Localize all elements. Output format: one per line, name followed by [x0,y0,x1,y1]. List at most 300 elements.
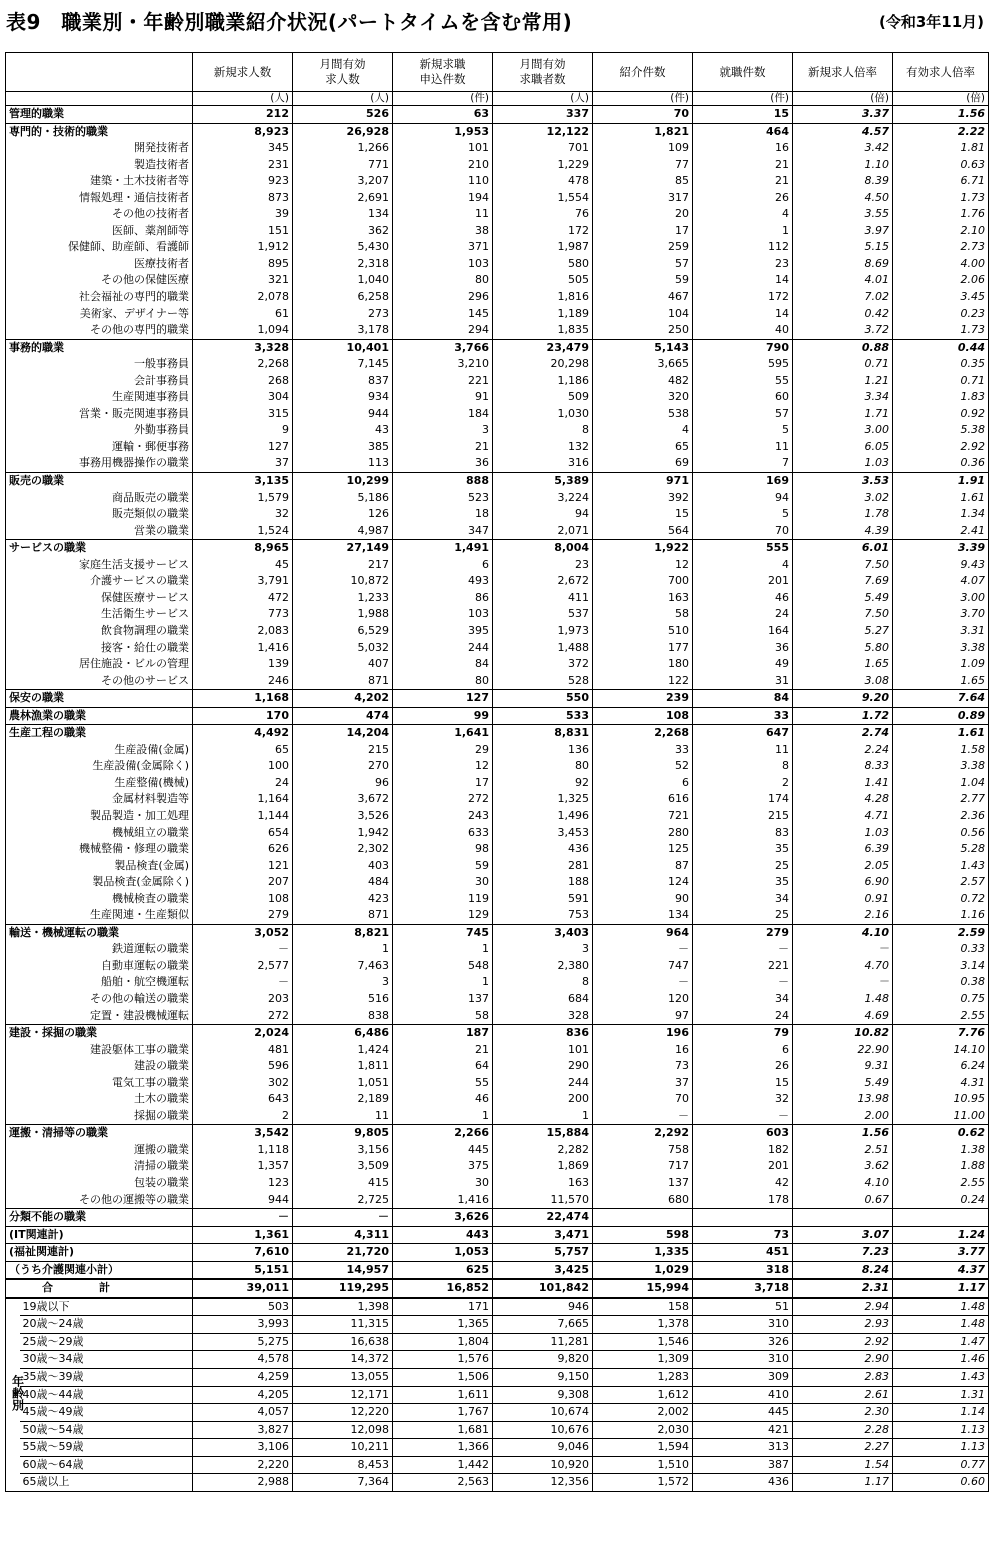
value-cell: 1.03 [793,455,893,472]
value-cell: 6.39 [793,841,893,858]
value-cell: 2.24 [793,742,893,759]
value-cell: 4.50 [793,190,893,207]
value-cell: － [193,941,293,958]
value-cell: 1.72 [793,707,893,725]
value-cell: 15 [593,506,693,523]
value-cell: 0.42 [793,306,893,323]
value-cell: 1.61 [893,725,989,742]
value-cell: 184 [393,406,493,423]
value-cell: 1,510 [593,1456,693,1474]
value-cell: 313 [693,1439,793,1457]
subcategory-label: 金属材料製造等 [20,791,193,808]
subcategory-label: 接客・給仕の職業 [20,640,193,657]
value-cell: 2,071 [493,523,593,540]
value-cell: 58 [593,606,693,623]
value-cell: 7 [693,455,793,472]
subcategory-row [6,406,989,423]
value-cell: 3.70 [893,606,989,623]
value-cell: 8 [493,974,593,991]
row-indent [6,506,20,523]
value-cell: 3,156 [293,1142,393,1159]
value-cell: 1 [693,223,793,240]
value-cell: 2,302 [293,841,393,858]
value-cell: 4.69 [793,1008,893,1025]
row-indent [6,1175,20,1192]
row-indent [6,573,20,590]
value-cell: 1.03 [793,825,893,842]
row-indent [6,1058,20,1075]
value-cell: 10,401 [293,339,393,356]
value-cell: 20,298 [493,356,593,373]
category-label: 専門的・技術的職業 [6,123,193,140]
subcategory-row [6,506,989,523]
value-cell: 27,149 [293,540,393,557]
value-cell: 55 [693,373,793,390]
value-cell: 3.08 [793,673,893,690]
value-cell: 1.88 [893,1158,989,1175]
value-cell: 1,804 [393,1333,493,1351]
value-cell: 701 [493,140,593,157]
value-cell: 32 [193,506,293,523]
summary-label: (福祉関連計) [6,1244,193,1262]
value-cell: 2.51 [793,1142,893,1159]
value-cell: 11,315 [293,1316,393,1334]
value-cell: 3,827 [193,1421,293,1439]
value-cell: 2.74 [793,725,893,742]
value-cell: 21,720 [293,1244,393,1262]
value-cell: 279 [693,924,793,941]
value-cell: 200 [493,1091,593,1108]
value-cell: 38 [393,223,493,240]
subcategory-row [6,140,989,157]
value-cell: 7.64 [893,690,989,708]
value-cell: 2.57 [893,874,989,891]
subcategory-row [6,190,989,207]
value-cell: 239 [593,690,693,708]
subcategory-row [6,573,989,590]
value-cell: 392 [593,490,693,507]
value-cell: 3.77 [893,1244,989,1262]
value-cell: 246 [193,673,293,690]
value-cell: 196 [593,1025,693,1042]
value-cell: 127 [393,690,493,708]
value-cell: － [793,941,893,958]
value-cell: 1,398 [293,1298,393,1316]
subcategory-label: 鉄道運転の職業 [20,941,193,958]
value-cell: 3.02 [793,490,893,507]
category-label: 保安の職業 [6,690,193,708]
value-cell: 177 [593,640,693,657]
value-cell: 201 [693,573,793,590]
value-cell: 12,356 [493,1474,593,1492]
value-cell: 510 [593,623,693,640]
value-cell: 1,361 [193,1226,293,1244]
value-cell: 4.07 [893,573,989,590]
value-cell: 65 [193,742,293,759]
value-cell: 217 [293,557,393,574]
category-row [6,690,989,708]
value-cell: 92 [493,775,593,792]
value-cell: 1,442 [393,1456,493,1474]
row-indent [6,406,20,423]
value-cell: 591 [493,891,593,908]
subcategory-label: 家庭生活支援サービス [20,557,193,574]
row-indent [6,289,20,306]
value-cell: 372 [493,656,593,673]
value-cell: 1,912 [193,239,293,256]
subcategory-label: 運輸・郵便事務 [20,439,193,456]
value-cell: 4,987 [293,523,393,540]
value-cell: － [193,1209,293,1227]
value-cell: 493 [393,573,493,590]
row-indent [6,775,20,792]
value-cell: 125 [593,841,693,858]
value-cell: 169 [693,473,793,490]
value-cell: 481 [193,1042,293,1059]
value-cell: 1.48 [793,991,893,1008]
value-cell: 1,496 [493,808,593,825]
value-cell: 700 [593,573,693,590]
value-cell: 753 [493,907,593,924]
value-cell: 1,053 [393,1244,493,1262]
value-cell: 0.75 [893,991,989,1008]
value-cell: 15 [693,106,793,124]
value-cell: 3,526 [293,808,393,825]
value-cell: 5,143 [593,339,693,356]
value-cell: 1,767 [393,1404,493,1422]
subcategory-row [6,1142,989,1159]
value-cell: 0.63 [893,157,989,174]
subcategory-row [6,841,989,858]
value-cell: 1,144 [193,808,293,825]
subcategory-row [6,758,989,775]
value-cell: 8.24 [793,1261,893,1279]
value-cell: 4,202 [293,690,393,708]
age-label: 35歳～39歳 [20,1369,193,1387]
value-cell: 1,988 [293,606,393,623]
row-indent [6,223,20,240]
value-cell: 281 [493,858,593,875]
subcategory-row [6,1108,989,1125]
row-indent [6,256,20,273]
value-cell: 4,259 [193,1369,293,1387]
value-cell: 86 [393,590,493,607]
value-cell: 3,626 [393,1209,493,1227]
category-row [6,707,989,725]
value-cell: 7,463 [293,958,393,975]
category-label: 分類不能の職業 [6,1209,193,1227]
subcategory-label: 建設躯体工事の職業 [20,1042,193,1059]
value-cell: 1,335 [593,1244,693,1262]
value-cell: 3.00 [793,422,893,439]
subcategory-row [6,825,989,842]
value-cell: 1,378 [593,1316,693,1334]
value-cell: 9.43 [893,557,989,574]
row-indent [6,1192,20,1209]
value-cell: 3.00 [893,590,989,607]
value-cell: － [593,1108,693,1125]
subcategory-row [6,322,989,339]
value-cell: 163 [593,590,693,607]
value-cell: 151 [193,223,293,240]
subcategory-row [6,256,989,273]
age-row [6,1316,989,1334]
value-cell: 304 [193,389,293,406]
value-cell: 1.13 [893,1439,989,1457]
value-cell: 2.31 [793,1279,893,1298]
value-cell: 80 [393,272,493,289]
value-cell: 5,389 [493,473,593,490]
value-cell: 2,268 [193,356,293,373]
value-cell: 321 [193,272,293,289]
value-cell: 33 [593,742,693,759]
value-cell: 73 [693,1226,793,1244]
value-cell: 523 [393,490,493,507]
age-row [6,1333,989,1351]
category-label: 農林漁業の職業 [6,707,193,725]
value-cell: 101 [493,1042,593,1059]
value-cell: 172 [693,289,793,306]
value-cell: 1,922 [593,540,693,557]
value-cell: 1.21 [793,373,893,390]
value-cell: 104 [593,306,693,323]
summary-row [6,1244,989,1262]
value-cell: 407 [293,656,393,673]
row-indent [6,190,20,207]
category-label: 建設・採掘の職業 [6,1025,193,1042]
value-cell: 1,611 [393,1386,493,1404]
row-indent [6,173,20,190]
value-cell: 1,554 [493,190,593,207]
value-cell: － [293,1209,393,1227]
value-cell: 3.53 [793,473,893,490]
row-indent [6,1158,20,1175]
value-cell: 11 [393,206,493,223]
value-cell: 0.23 [893,306,989,323]
value-cell: 4.28 [793,791,893,808]
value-cell: 124 [593,874,693,891]
value-cell: 4.10 [793,1175,893,1192]
value-cell: 21 [393,1042,493,1059]
subcategory-row [6,791,989,808]
subcategory-label: 製造技術者 [20,157,193,174]
value-cell: 8.39 [793,173,893,190]
value-cell: 14 [693,272,793,289]
value-cell: 1,524 [193,523,293,540]
value-cell: 1.78 [793,506,893,523]
row-indent [6,808,20,825]
value-cell: 31 [693,673,793,690]
value-cell: 1,186 [493,373,593,390]
value-cell: 57 [693,406,793,423]
age-row [6,1351,989,1369]
page-title: 表9 職業別・年齢別職業紹介状況(パートタイムを含む常用) [6,10,573,34]
value-cell: 9,150 [493,1369,593,1387]
value-cell: 1,953 [393,123,493,140]
value-cell: 76 [493,206,593,223]
value-cell: 70 [593,1091,693,1108]
subcategory-row [6,223,989,240]
value-cell: 250 [593,322,693,339]
subcategory-row [6,1008,989,1025]
value-cell: 934 [293,389,393,406]
value-cell: 1.43 [893,1369,989,1387]
category-row [6,540,989,557]
header-referrals: 紹介件数 [593,53,693,92]
value-cell: 505 [493,272,593,289]
value-cell: 1,309 [593,1351,693,1369]
subcategory-row [6,858,989,875]
category-row [6,1125,989,1142]
value-cell: 91 [393,389,493,406]
value-cell: 2.83 [793,1369,893,1387]
value-cell: 6 [393,557,493,574]
unit-cell: (人) [293,92,393,106]
value-cell: 203 [193,991,293,1008]
value-cell: 9,046 [493,1439,593,1457]
value-cell: 1,029 [593,1261,693,1279]
value-cell: 2 [193,1108,293,1125]
value-cell: 3.97 [793,223,893,240]
value-cell: 122 [593,673,693,690]
value-cell: 34 [693,991,793,1008]
value-cell: 944 [193,1192,293,1209]
category-row [6,1209,989,1227]
value-cell: 3.62 [793,1158,893,1175]
value-cell: 1,491 [393,540,493,557]
value-cell: 57 [593,256,693,273]
value-cell: 268 [193,373,293,390]
value-cell: 3.07 [793,1226,893,1244]
value-cell: 1 [493,1108,593,1125]
value-cell: 11.00 [893,1108,989,1125]
subcategory-row [6,991,989,1008]
row-indent [6,991,20,1008]
subcategory-label: 自動車運転の職業 [20,958,193,975]
row-indent [6,523,20,540]
value-cell: 3,791 [193,573,293,590]
value-cell: 3,993 [193,1316,293,1334]
value-cell: 64 [393,1058,493,1075]
value-cell: 6.01 [793,540,893,557]
value-cell: 1,594 [593,1439,693,1457]
age-label: 25歳～29歳 [20,1333,193,1351]
value-cell: 12,098 [293,1421,393,1439]
value-cell: 2.06 [893,272,989,289]
value-cell: 451 [693,1244,793,1262]
row-indent [6,206,20,223]
unit-cell: (人) [493,92,593,106]
value-cell: 2.93 [793,1316,893,1334]
value-cell: 3,224 [493,490,593,507]
value-cell: 100 [193,758,293,775]
value-cell: 411 [493,590,593,607]
value-cell: 1.31 [893,1386,989,1404]
value-cell: 717 [593,1158,693,1175]
header-active-openings-ratio: 有効求人倍率 [893,53,989,92]
value-cell: 3,471 [493,1226,593,1244]
value-cell: 1,506 [393,1369,493,1387]
subcategory-row [6,557,989,574]
value-cell: 2,083 [193,623,293,640]
value-cell: 9.31 [793,1058,893,1075]
value-cell: 0.67 [793,1192,893,1209]
value-cell: 1 [393,974,493,991]
header-new-applications [393,53,493,92]
value-cell: 1,942 [293,825,393,842]
value-cell: 4 [693,557,793,574]
value-cell: 1,030 [493,406,593,423]
value-cell: 625 [393,1261,493,1279]
subcategory-row [6,623,989,640]
value-cell: 96 [293,775,393,792]
value-cell: 1.47 [893,1333,989,1351]
subcategory-row [6,1175,989,1192]
value-cell: 555 [693,540,793,557]
value-cell: 24 [693,1008,793,1025]
value-cell: 8,831 [493,725,593,742]
value-cell: 3.39 [893,540,989,557]
value-cell: 59 [593,272,693,289]
value-cell: 119 [393,891,493,908]
subcategory-row [6,742,989,759]
value-cell: 423 [293,891,393,908]
value-cell: 4,311 [293,1226,393,1244]
value-cell: 244 [393,640,493,657]
value-cell: 3,135 [193,473,293,490]
value-cell: 310 [693,1351,793,1369]
value-cell: 231 [193,157,293,174]
row-indent [6,640,20,657]
row-indent [6,623,20,640]
subcategory-label: 機械検査の職業 [20,891,193,908]
row-indent [6,356,20,373]
row-indent [6,606,20,623]
value-cell: 3,207 [293,173,393,190]
value-cell: 946 [493,1298,593,1316]
value-cell: 345 [193,140,293,157]
value-cell: 6.90 [793,874,893,891]
value-cell: 3,403 [493,924,593,941]
subcategory-label: 製品製造・加工処理 [20,808,193,825]
value-cell: 40 [693,322,793,339]
category-label: 輸送・機械運転の職業 [6,924,193,941]
value-cell: 3,766 [393,339,493,356]
value-cell: 65 [593,439,693,456]
age-label: 55歳～59歳 [20,1439,193,1457]
value-cell: 163 [493,1175,593,1192]
value-cell: － [593,974,693,991]
value-cell: 7,610 [193,1244,293,1262]
row-indent [6,1108,20,1125]
row-indent [6,791,20,808]
value-cell: 49 [693,656,793,673]
value-cell: 210 [393,157,493,174]
value-cell: 2,078 [193,289,293,306]
subcategory-row [6,356,989,373]
value-cell: 2.55 [893,1175,989,1192]
value-cell: 1.56 [793,1125,893,1142]
value-cell: 4,057 [193,1404,293,1422]
value-cell: 5,151 [193,1261,293,1279]
row-indent [6,891,20,908]
value-cell: 6.71 [893,173,989,190]
age-group-label [6,1298,25,1492]
value-cell: 187 [393,1025,493,1042]
value-cell: 8.69 [793,256,893,273]
value-cell: 509 [493,389,593,406]
age-row [6,1386,989,1404]
